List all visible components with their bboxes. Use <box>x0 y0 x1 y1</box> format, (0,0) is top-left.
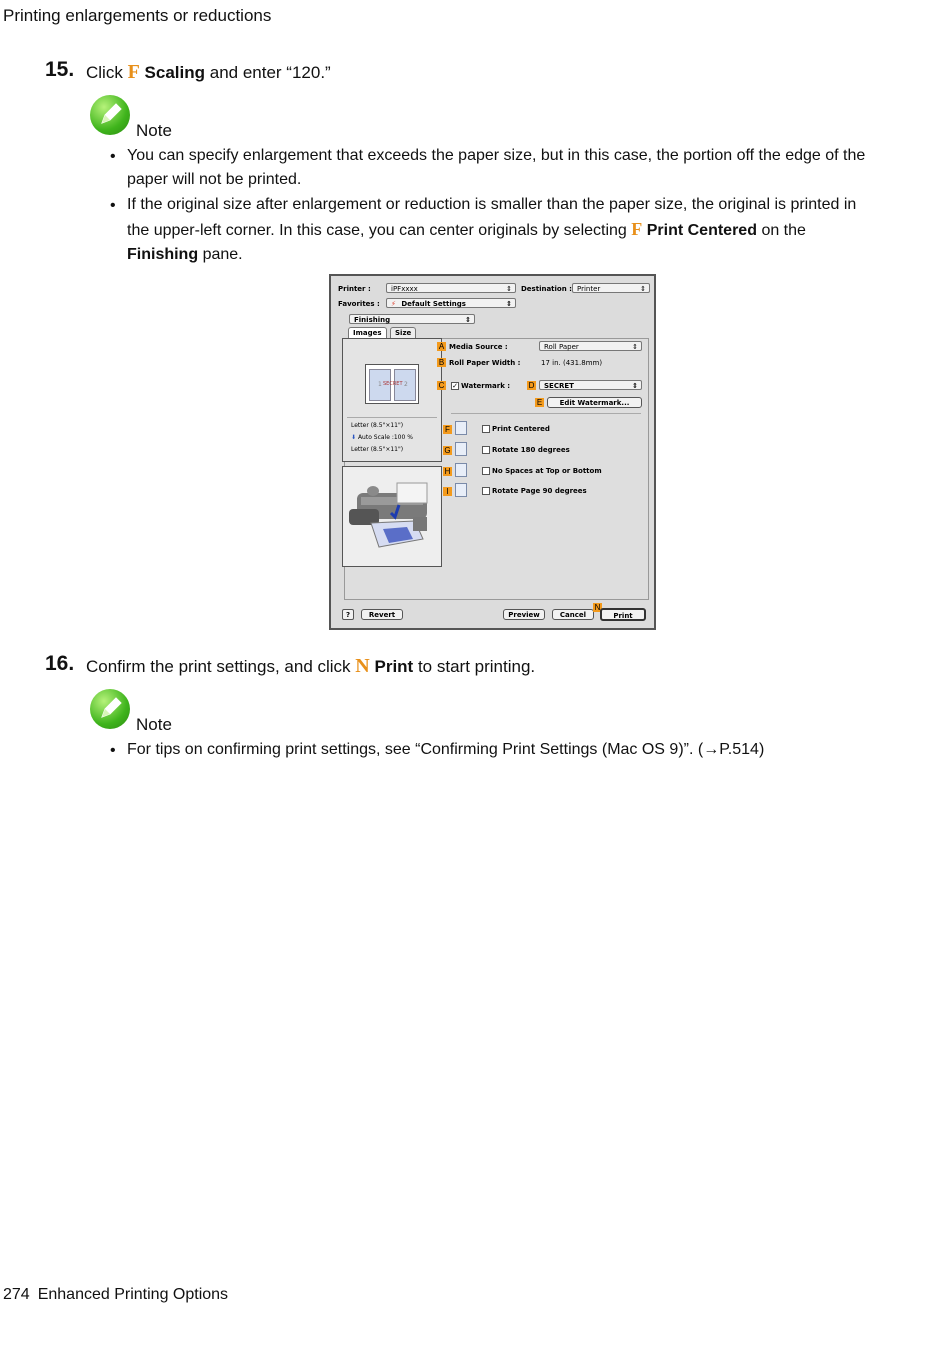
destination-select[interactable] <box>572 283 650 293</box>
step-text-pre: Click <box>86 63 123 82</box>
step-text-post: to start printing. <box>417 657 536 676</box>
tab-images[interactable]: Images <box>348 327 387 339</box>
callout-marker-f: F <box>443 425 452 434</box>
watermark-value: SECRET <box>544 382 574 390</box>
callout-marker-c: C <box>438 381 445 390</box>
running-header: Printing enlargements or reductions <box>3 6 272 25</box>
no-spaces-checkbox[interactable] <box>482 467 490 475</box>
layout-preview-panel <box>342 338 442 462</box>
favorites-select[interactable] <box>386 298 516 308</box>
bullet-marker: • <box>110 742 116 759</box>
bold-term: Finishing <box>127 246 199 263</box>
callout-letter: N <box>355 655 370 677</box>
print-dialog <box>329 274 656 630</box>
page-2-number: 2 <box>404 381 408 388</box>
note-label: Note <box>136 121 172 140</box>
printer-illustration <box>342 466 442 567</box>
printer-image <box>343 467 441 566</box>
chevron-updown-icon: ⇕ <box>632 382 638 390</box>
no-spaces-icon <box>455 463 467 477</box>
callout-marker-g: G <box>444 446 451 455</box>
step-bold-term: Scaling <box>144 63 205 82</box>
callout-marker-a: A <box>438 342 445 351</box>
destination-select-value: Printer <box>577 285 601 293</box>
divider <box>451 413 641 414</box>
rotate-90-label: Rotate Page 90 degrees <box>492 487 587 495</box>
step-text-post: and enter “120.” <box>209 63 331 82</box>
watermark-checkbox[interactable]: ✓ <box>452 382 458 390</box>
step-bold-term: Print <box>374 657 414 676</box>
printer-label: Printer : <box>338 285 371 293</box>
bullet-marker: • <box>110 197 116 214</box>
step-instruction <box>86 61 331 84</box>
edit-watermark-button[interactable]: Edit Watermark... <box>547 397 642 408</box>
callout-marker-i: I <box>443 487 452 496</box>
callout-letter: F <box>127 61 140 83</box>
rotate-180-icon <box>455 442 467 456</box>
note-item: For tips on confirming print settings, see “Confirming Print Settings (Mac OS 9)”. (→P.514) <box>127 741 765 758</box>
step-number: 16. <box>45 652 75 675</box>
page-1-number: 1 <box>378 381 382 388</box>
preview-button[interactable]: Preview <box>503 609 545 620</box>
chevron-updown-icon: ⇕ <box>506 300 512 308</box>
print-centered-label: Print Centered <box>492 425 550 433</box>
help-button[interactable]: ? <box>342 609 354 620</box>
print-centered-checkbox[interactable] <box>482 425 490 433</box>
bold-term: Print Centered <box>646 222 757 239</box>
down-arrow-icon: ⬇ <box>351 434 357 441</box>
callout-marker-d: D <box>528 381 535 390</box>
callout-marker-b: B <box>438 358 445 367</box>
media-source-label: Media Source : <box>449 343 508 351</box>
printer-select[interactable] <box>386 283 516 293</box>
rotate-180-label: Rotate 180 degrees <box>492 446 570 454</box>
note-pencil-icon <box>90 689 130 729</box>
favorites-label: Favorites : <box>338 300 380 308</box>
note-item-text: on the <box>761 222 806 239</box>
rotate-90-checkbox[interactable] <box>482 487 490 495</box>
step-number: 15. <box>45 58 75 81</box>
destination-label: Destination : <box>521 285 572 293</box>
favorites-select-value: Default Settings <box>401 300 466 308</box>
roll-width-label: Roll Paper Width : <box>449 359 521 367</box>
callout-marker-n: N <box>594 603 601 612</box>
note-item-text: If the original size after enlargement or reduction is smaller than the paper size, the original is printed in the upper-left corner. In this case, you can center originals by selecting <box>127 196 857 239</box>
page-number: 274 <box>3 1286 30 1303</box>
callout-marker-h: H <box>444 467 451 476</box>
scale-info-text: Auto Scale :100 % <box>357 434 413 441</box>
step-instruction <box>86 655 535 678</box>
page-thumbnail <box>365 364 419 404</box>
scale-info <box>351 434 413 441</box>
chevron-updown-icon: ⇕ <box>506 285 512 293</box>
rotate-180-checkbox[interactable] <box>482 446 490 454</box>
print-centered-icon <box>455 421 467 435</box>
section-name: Enhanced Printing Options <box>37 1286 229 1303</box>
callout-letter: F <box>631 219 643 239</box>
chevron-updown-icon: ⇕ <box>465 316 471 324</box>
note-item <box>127 193 872 267</box>
chevron-updown-icon: ⇕ <box>640 285 646 293</box>
favorites-icon: ⚡ <box>391 300 396 308</box>
chevron-updown-icon: ⇕ <box>632 343 638 351</box>
step-text-pre: Confirm the print settings, and click <box>86 657 351 676</box>
media-source-value: Roll Paper <box>544 343 579 351</box>
rotate-90-icon <box>455 483 467 497</box>
note-pencil-icon <box>90 95 130 135</box>
page-footer <box>3 1286 236 1304</box>
revert-button[interactable]: Revert <box>361 609 403 620</box>
cancel-button[interactable]: Cancel <box>552 609 594 620</box>
note-item: You can specify enlargement that exceeds the paper size, but in this case, the portion off the edge of the paper will not be printed. <box>127 147 866 188</box>
note-item-text: pane. <box>202 246 243 263</box>
note-label: Note <box>136 715 172 734</box>
input-size-info: Letter (8.5"×11") <box>351 422 404 429</box>
printer-select-value: iPFxxxx <box>391 285 418 293</box>
pane-select-value: Finishing <box>354 316 391 324</box>
roll-width-value: 17 in. (431.8mm) <box>541 359 603 367</box>
callout-marker-e: E <box>536 398 543 407</box>
watermark-label: Watermark : <box>461 382 511 390</box>
tab-size[interactable]: Size <box>390 327 416 339</box>
pane-select[interactable] <box>349 314 475 324</box>
print-button[interactable]: Print <box>600 608 646 621</box>
no-spaces-label: No Spaces at Top or Bottom <box>492 467 602 475</box>
watermark-select[interactable] <box>539 380 642 390</box>
media-source-select[interactable] <box>539 341 642 351</box>
output-size-info: Letter (8.5"×11") <box>351 446 404 453</box>
watermark-stamp: SECRET <box>383 381 403 387</box>
divider <box>347 417 437 418</box>
bullet-marker: • <box>110 148 116 165</box>
